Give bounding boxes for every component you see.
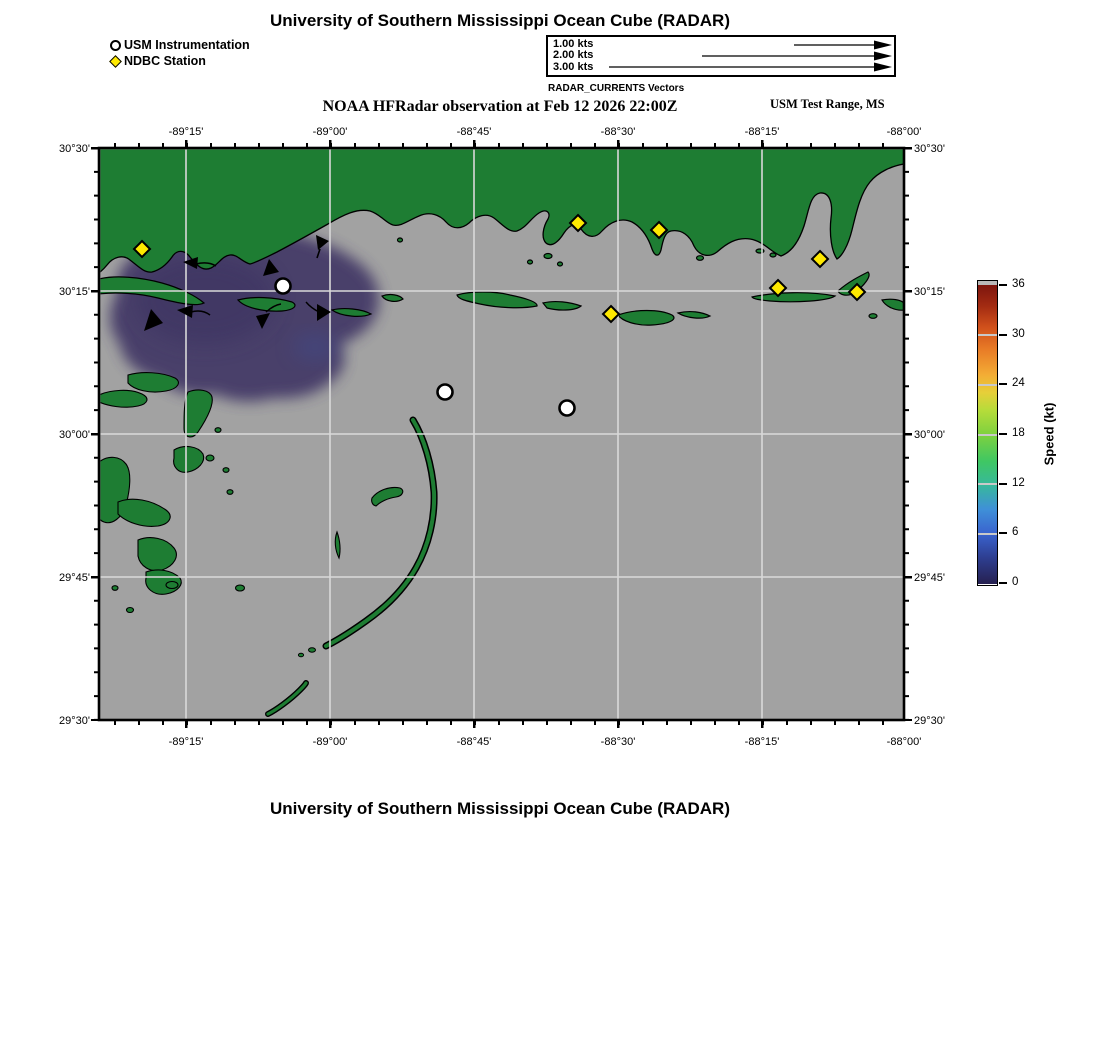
lat-label: 30°00' [59, 429, 90, 441]
lon-label: -88°00' [886, 736, 922, 748]
colorbar-tick-label: 36 [1012, 278, 1025, 290]
lon-label: -88°15' [744, 126, 780, 138]
lat-label: 30°00' [914, 429, 945, 441]
footer-title: University of Southern Mississippi Ocean Cube (RADAR) [269, 799, 730, 818]
vector-scale-label: 2.00 kts [553, 49, 594, 61]
lon-label: -89°15' [168, 736, 204, 748]
vector-scale-arrows [548, 37, 894, 75]
vector-scale-label: 3.00 kts [553, 61, 594, 73]
colorbar-tick [999, 383, 1007, 385]
lon-label: -89°00' [312, 736, 348, 748]
colorbar-tick [999, 582, 1007, 584]
lon-label: -88°15' [744, 736, 780, 748]
lon-label: -88°45' [456, 736, 492, 748]
lat-label: 29°45' [59, 572, 90, 584]
lon-label: -89°00' [312, 126, 348, 138]
vector-scale-label: 1.00 kts [553, 38, 594, 50]
colorbar-tick [999, 284, 1007, 286]
colorbar-tick-label: 24 [1012, 377, 1025, 389]
colorbar-tick-label: 12 [1012, 477, 1025, 489]
lat-label: 29°45' [914, 572, 945, 584]
legend-label: NDBC Station [124, 54, 206, 68]
colorbar-axis-label: Speed (kt) [1041, 402, 1057, 466]
colorbar-tick-label: 0 [1012, 576, 1019, 588]
lat-label: 30°30' [914, 143, 945, 155]
lat-label: 29°30' [914, 715, 945, 727]
diamond-marker-icon [109, 55, 122, 68]
lat-label: 30°15' [914, 286, 945, 298]
colorbar-tick [999, 532, 1007, 534]
legend-item-usm [110, 37, 250, 53]
colorbar-tick [999, 334, 1007, 336]
colorbar-tick [999, 433, 1007, 435]
lat-label: 30°30' [59, 143, 90, 155]
legend-label: USM Instrumentation [124, 38, 250, 52]
arrow-icon [874, 52, 892, 61]
colorbar [977, 280, 998, 586]
usm-marker [438, 385, 453, 400]
colorbar-tick-label: 30 [1012, 328, 1025, 340]
vector-scale-box [546, 35, 896, 77]
usm-marker [276, 279, 291, 294]
lon-label: -88°30' [600, 126, 636, 138]
colorbar-tick [999, 483, 1007, 485]
lat-label: 29°30' [59, 715, 90, 727]
arrow-icon [874, 63, 892, 72]
vector-scale-caption: RADAR_CURRENTS Vectors [548, 83, 685, 94]
usm-marker [560, 401, 575, 416]
lon-label: -88°45' [456, 126, 492, 138]
lon-label: -88°30' [600, 736, 636, 748]
colorbar-tick-label: 6 [1012, 526, 1019, 538]
page-title: University of Southern Mississippi Ocean Cube (RADAR) [269, 11, 730, 30]
map-legend [110, 37, 250, 69]
range-label: USM Test Range, MS [770, 97, 885, 111]
circle-marker-icon [110, 40, 121, 51]
legend-item-ndbc [110, 53, 250, 69]
arrow-icon [874, 41, 892, 50]
observation-subtitle: NOAA HFRadar observation at Feb 12 2026 22:00Z [322, 98, 678, 115]
colorbar-tick-label: 18 [1012, 427, 1025, 439]
lon-label: -89°15' [168, 126, 204, 138]
lat-label: 30°15' [59, 286, 90, 298]
lon-label: -88°00' [886, 126, 922, 138]
